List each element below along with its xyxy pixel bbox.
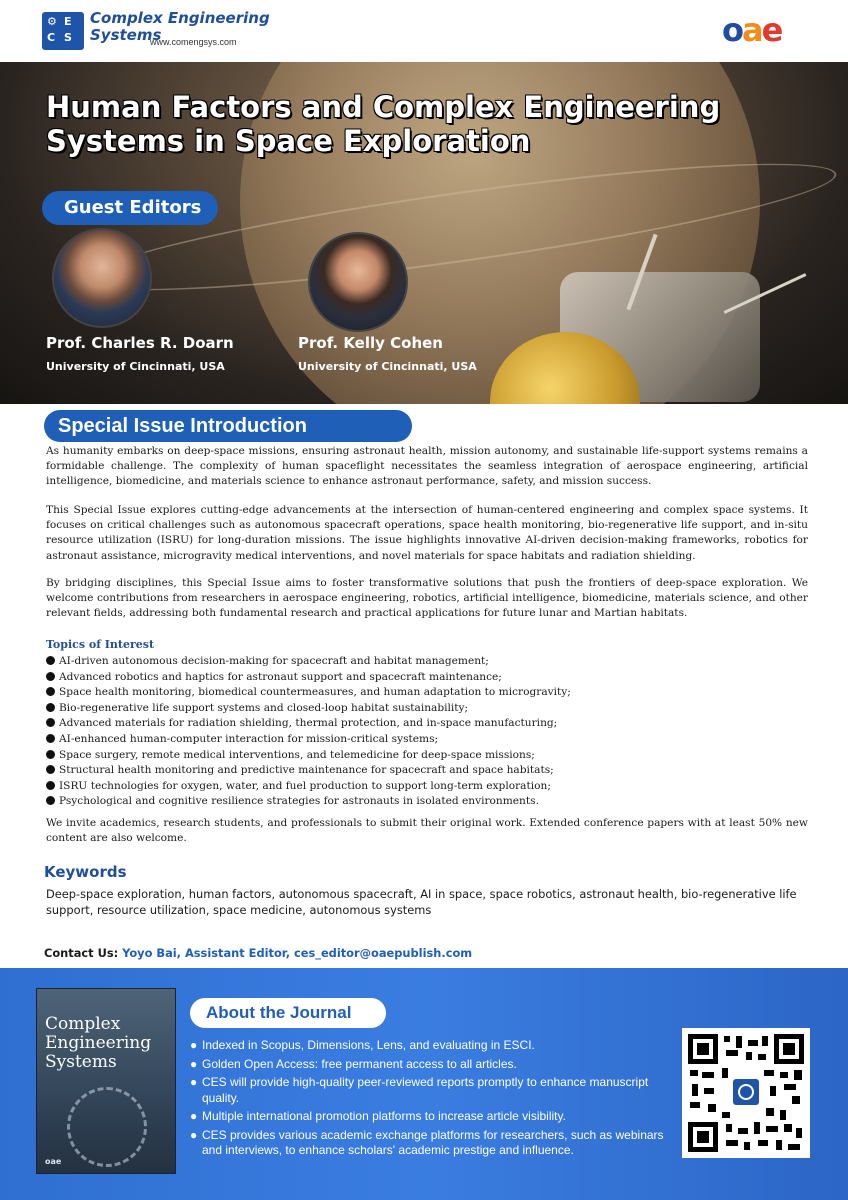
bullet-icon (46, 718, 55, 727)
list-item: ● Indexed in Scopus, Dimensions, Lens, and evaluating in ESCI. (190, 1038, 535, 1052)
list-item: AI-driven autonomous decision-making for spacecraft and habitat management; (46, 654, 816, 670)
list-item: Advanced robotics and haptics for astronaut support and spacecraft maintenance; (46, 670, 816, 686)
header-bar (0, 0, 848, 62)
journal-url[interactable]: www.comengsys.com (150, 37, 237, 47)
invitation-text: We invite academics, research students, and professionals to submit their original work. Extended conference papers with at least 50% new content are also welcome. (46, 817, 808, 845)
bullet-icon: ● (190, 1056, 198, 1071)
list-item: Advanced materials for radiation shielding, thermal protection, and in-space manufacturing; (46, 716, 816, 732)
gear-icon (67, 1087, 147, 1167)
bullet-icon: ● (190, 1075, 198, 1089)
bullet-icon (46, 656, 55, 665)
special-issue-introduction-heading: Special Issue Introduction (44, 410, 412, 442)
bullet-icon (46, 750, 55, 759)
intro-paragraph: This Special Issue explores cutting-edge advancements at the intersection of human-centered engineering and complex space systems. It focuses on critical challenges such as autonomous spacecraft operations, space health monitoring, bio-regenerative life support, and in-situ resource utilization (ISRU) for long-duration missions. The issue highlights innovative AI-driven decision-making frameworks, robotics for astronaut assistance, microgravity medical interventions, and novel materials for space habitats and radiation shielding. (46, 504, 808, 562)
list-item: Structural health monitoring and predictive maintenance for spacecraft and space habitats; (46, 763, 816, 779)
about-journal-heading: About the Journal (190, 998, 386, 1028)
contact-email-link[interactable]: Yoyo Bai, Assistant Editor, ces_editor@oaepublish.com (122, 946, 473, 960)
list-item: Bio-regenerative life support systems and closed-loop habitat sustainability; (46, 701, 816, 717)
bullet-icon (46, 765, 55, 774)
journal-cover-image (36, 988, 176, 1174)
bullet-icon (46, 703, 55, 712)
keywords-heading: Keywords (44, 863, 127, 881)
topics-heading: Topics of Interest (46, 638, 155, 651)
keywords-text: Deep-space exploration, human factors, autonomous spacecraft, AI in space, space robotics, astronaut health, bio-regenerative life support, resource utilization, space medicine, autonomous systems (46, 887, 797, 917)
bullet-icon (46, 796, 55, 805)
editor-affiliation: University of Cincinnati, USA (298, 360, 477, 373)
editor-name: Prof. Kelly Cohen (298, 334, 443, 352)
about-journal-list (190, 1038, 680, 1162)
bullet-icon (46, 734, 55, 743)
hero-banner (0, 62, 848, 404)
list-item: ● CES provides various academic exchange platforms for researchers, such as webinars and interviews, to enhance scholars' academic prestige and influence. (190, 1127, 664, 1157)
list-item: AI-enhanced human-computer interaction for mission-critical systems; (46, 732, 816, 748)
contact-line (44, 946, 472, 960)
list-item: ● Multiple international promotion platforms to increase article visibility. (190, 1109, 566, 1123)
list-item: ● CES will provide high-quality peer-reviewed reports promptly to enhance manuscript quality. (190, 1075, 649, 1105)
bullet-icon (46, 781, 55, 790)
editor-affiliation: University of Cincinnati, USA (46, 360, 225, 373)
bullet-icon: ● (190, 1038, 198, 1052)
list-item: ● Golden Open Access: free permanent access to all articles. (190, 1056, 517, 1071)
list-item: Space surgery, remote medical interventions, and telemedicine for deep-space missions; (46, 748, 816, 764)
editor-photo-cohen (308, 232, 408, 332)
editor-name: Prof. Charles R. Doarn (46, 334, 234, 352)
cover-title: Complex Engineering Systems (45, 1014, 152, 1072)
list-item: Space health monitoring, biomedical countermeasures, and human adaptation to microgravity; (46, 685, 816, 701)
ces-logo-icon: ⚙ E C S (42, 12, 84, 50)
intro-paragraph: By bridging disciplines, this Special Issue aims to foster transformative solutions that push the frontiers of deep-space exploration. We welcome contributions from researchers in aerospace engineering, robotics, artificial intelligence, biomedicine, materials science, and other relevant fields, addressing both fundamental research and practical applications for future lunar and Martian habitats. (46, 577, 808, 620)
cover-publisher-logo: oae (45, 1157, 62, 1166)
bullet-icon (46, 687, 55, 696)
bullet-icon: ● (190, 1127, 198, 1142)
bullet-icon (46, 672, 55, 681)
intro-paragraph: As humanity embarks on deep-space missions, ensuring astronaut health, mission autonomy, and sustainable life-support systems remains a formidable challenge. The complexity of human spaceflight necessitates the seamless integration of aerospace engineering, artificial intelligence, biomedicine, and materials science to enhance astronaut performance, safety, and mission success. (46, 445, 808, 488)
guest-editors-label: Guest Editors (42, 191, 218, 225)
editor-photo-doarn (52, 228, 152, 328)
list-item: ISRU technologies for oxygen, water, and fuel production to support long-term exploration; (46, 779, 816, 795)
qr-code-icon[interactable] (682, 1028, 810, 1158)
bullet-icon: ● (190, 1109, 198, 1123)
list-item: Psychological and cognitive resilience strategies for astronauts in isolated environments. (46, 794, 816, 810)
special-issue-title: Human Factors and Complex Engineering Systems in Space Exploration (46, 90, 721, 158)
oae-publisher-logo: oae (722, 11, 782, 49)
contact-label: Contact Us: (44, 946, 123, 960)
about-journal-section (0, 968, 848, 1200)
journal-name: Complex Engineering Systems (90, 9, 270, 44)
topics-list (46, 654, 816, 810)
